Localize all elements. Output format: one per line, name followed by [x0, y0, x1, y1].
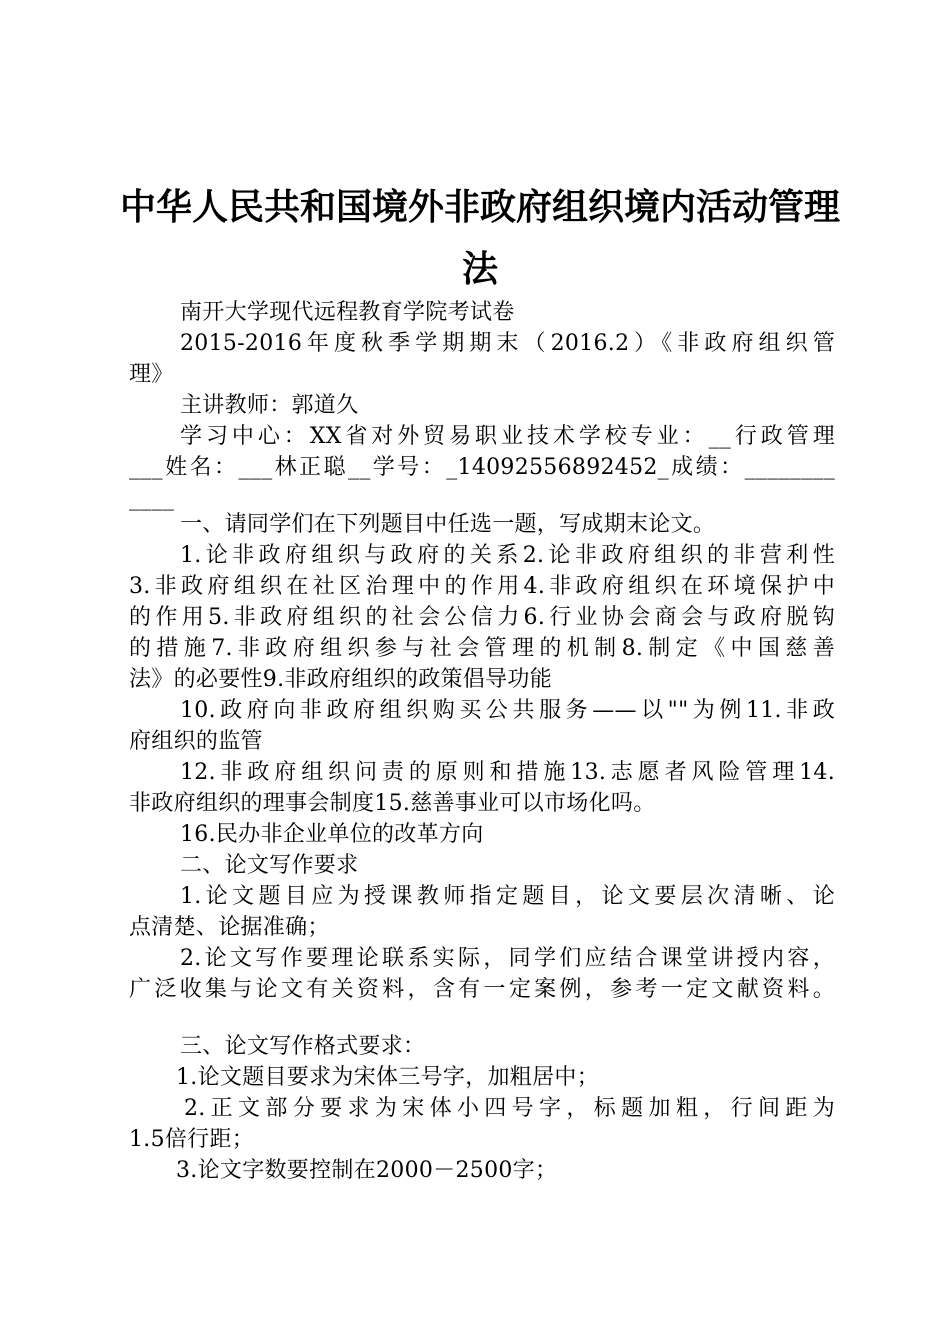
topics-line: 的作用5.非政府组织的社会公信力6.行业协会商会与政府脱钩 — [129, 605, 835, 630]
student-info-line: ___姓名：___林正聪__学号：_14092556892452_成绩：________ — [129, 455, 835, 480]
requirement-line: 点清楚、论据准确； — [129, 915, 330, 940]
topics-line: 3.非政府组织在社区治理中的作用4.非政府组织在环境保护中 — [129, 574, 835, 599]
format-line: 3.论文字数要控制在2000－2500字； — [176, 1158, 558, 1183]
requirement-line: 2.论文写作要理论联系实际，同学们应结合课堂讲授内容， — [180, 946, 835, 971]
format-line: 2.正文部分要求为宋体小四号字，标题加粗，行间距为 — [184, 1096, 835, 1121]
topics-line: 法》的必要性9.非政府组织的政策倡导功能 — [129, 667, 552, 692]
student-info-line-cont: ____ — [129, 486, 175, 511]
topics-line: 12.非政府组织问责的原则和措施13.志愿者风险管理14. — [180, 760, 835, 785]
exam-term-line: 2015-2016年度秋季学期期末（2016.2）《非政府组织管 — [180, 331, 835, 356]
lecturer-line: 主讲教师：郭道久 — [180, 393, 359, 418]
document-title-line-1: 中华人民共和国境外非政府组织境内活动管理 — [120, 187, 841, 228]
topics-line: 16.民办非企业单位的改革方向 — [180, 822, 484, 847]
topics-line: 府组织的监管 — [129, 729, 263, 754]
topics-line: 非政府组织的理事会制度15.慈善事业可以市场化吗。 — [129, 791, 656, 816]
format-line: 1.5倍行距； — [129, 1127, 255, 1152]
study-center-line: 学习中心：XX省对外贸易职业技术学校专业：__行政管理 — [180, 424, 835, 449]
section-1-heading: 一、请同学们在下列题目中任选一题，写成期末论文。 — [180, 512, 716, 537]
topics-line: 10.政府向非政府组织购买公共服务——以""为例11.非政 — [180, 698, 835, 723]
section-3-heading: 三、论文写作格式要求： — [180, 1034, 426, 1059]
requirement-line: 广泛收集与论文有关资料，含有一定案例，参考一定文献资料。 — [129, 977, 835, 1002]
exam-term-line-cont: 理》 — [129, 362, 174, 387]
document-title-line-2: 法 — [461, 249, 498, 290]
format-line: 1.论文题目要求为宋体三号字，加粗居中； — [176, 1065, 599, 1090]
topics-line: 1.论非政府组织与政府的关系2.论非政府组织的非营利性 — [180, 543, 835, 568]
topics-line: 的措施7.非政府组织参与社会管理的机制8.制定《中国慈善 — [129, 636, 835, 661]
requirement-line: 1.论文题目应为授课教师指定题目，论文要层次清晰、论 — [180, 884, 835, 909]
section-2-heading: 二、论文写作要求 — [180, 853, 359, 878]
exam-header: 南开大学现代远程教育学院考试卷 — [180, 300, 515, 325]
